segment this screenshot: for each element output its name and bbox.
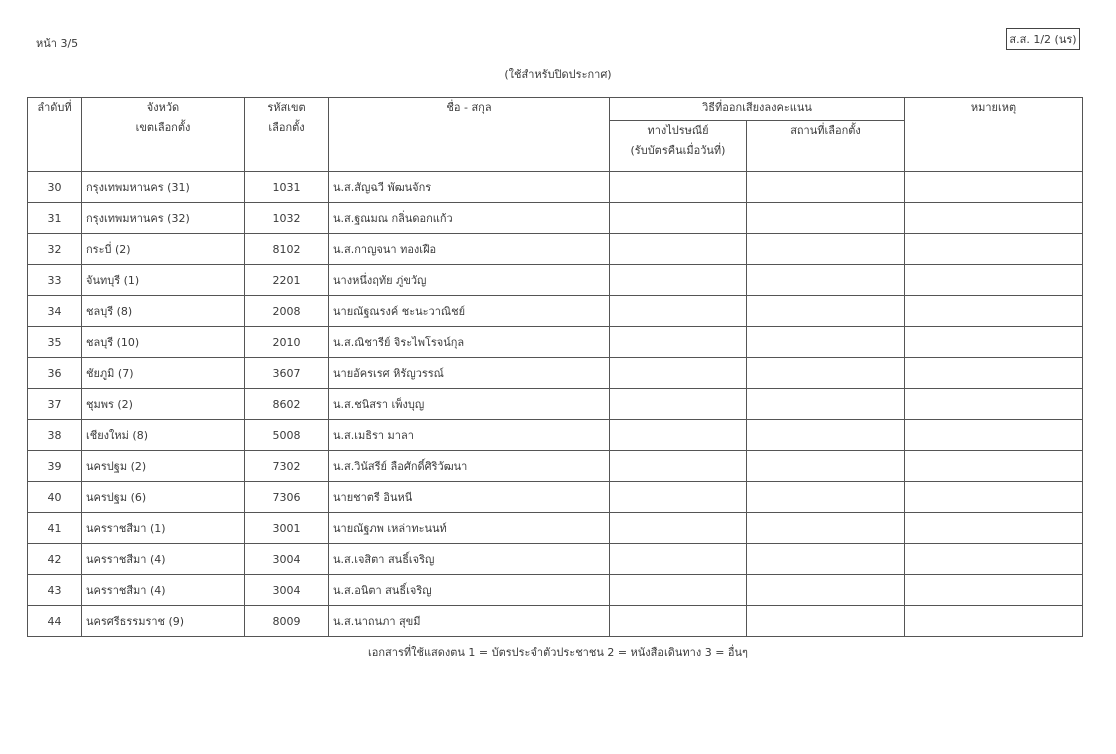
- cell-district-code: 2010: [245, 327, 329, 358]
- cell-seq: 31: [28, 203, 82, 234]
- cell-seq: 43: [28, 575, 82, 606]
- header-district-code: รหัสเขต เลือกตั้ง: [245, 98, 329, 172]
- cell-seq: 42: [28, 544, 82, 575]
- document-type-note: เอกสารที่ใช้แสดงตน 1 = บัตรประจำตัวประชาชน 2 = หนังสือเดินทาง 3 = อื่นๆ: [368, 646, 748, 659]
- cell-district-code: 3607: [245, 358, 329, 389]
- table-row: [28, 513, 1083, 544]
- table-row: [28, 575, 1083, 606]
- cell-name: น.ส.กาญจนา ทองเฝือ: [329, 234, 610, 265]
- cell-district: นครปฐม (2): [82, 451, 245, 482]
- cell-district: ชลบุรี (8): [82, 296, 245, 327]
- table-row: [28, 420, 1083, 451]
- cell-seq: 39: [28, 451, 82, 482]
- cell-district-code: 7302: [245, 451, 329, 482]
- cell-name: นายณัฐณรงค์ ชะนะวาณิชย์: [329, 296, 610, 327]
- cell-postal: [610, 358, 747, 389]
- cell-postal: [610, 172, 747, 203]
- cell-polling-place: [747, 575, 905, 606]
- cell-postal: [610, 389, 747, 420]
- form-code-box: ส.ส. 1/2 (นร): [1006, 28, 1080, 50]
- cell-postal: [610, 544, 747, 575]
- table-row: [28, 203, 1083, 234]
- cell-name: น.ส.อนิตา สนธิ์เจริญ: [329, 575, 610, 606]
- cell-district-code: 3004: [245, 544, 329, 575]
- cell-name: น.ส.เมธิรา มาลา: [329, 420, 610, 451]
- table-row: [28, 327, 1083, 358]
- cell-seq: 41: [28, 513, 82, 544]
- cell-polling-place: [747, 389, 905, 420]
- cell-remark: [905, 513, 1083, 544]
- cell-name: นายชาตรี อินหนี: [329, 482, 610, 513]
- cell-name: น.ส.ณิชารีย์ จิระไพโรจน์กุล: [329, 327, 610, 358]
- cell-postal: [610, 327, 747, 358]
- cell-postal: [610, 451, 747, 482]
- table-row: [28, 451, 1083, 482]
- table-row: [28, 544, 1083, 575]
- cell-postal: [610, 296, 747, 327]
- cell-remark: [905, 234, 1083, 265]
- table-row: [28, 234, 1083, 265]
- cell-polling-place: [747, 265, 905, 296]
- cell-postal: [610, 234, 747, 265]
- cell-remark: [905, 482, 1083, 513]
- cell-polling-place: [747, 482, 905, 513]
- cell-remark: [905, 327, 1083, 358]
- cell-name: น.ส.เจสิตา สนธิ์เจริญ: [329, 544, 610, 575]
- cell-district-code: 3001: [245, 513, 329, 544]
- cell-remark: [905, 358, 1083, 389]
- cell-seq: 36: [28, 358, 82, 389]
- cell-district: นครศรีธรรมราช (9): [82, 606, 245, 637]
- table-header-row: [28, 98, 1083, 121]
- cell-remark: [905, 544, 1083, 575]
- cell-polling-place: [747, 513, 905, 544]
- cell-district: กระบี่ (2): [82, 234, 245, 265]
- document-subtitle: (ใช้สำหรับปิดประกาศ): [504, 68, 612, 81]
- header-voting-method: วิธีที่ออกเสียงลงคะแนน: [610, 98, 905, 121]
- cell-district: นครปฐม (6): [82, 482, 245, 513]
- cell-district: จันทบุรี (1): [82, 265, 245, 296]
- cell-postal: [610, 420, 747, 451]
- cell-remark: [905, 420, 1083, 451]
- cell-seq: 33: [28, 265, 82, 296]
- cell-postal: [610, 265, 747, 296]
- cell-polling-place: [747, 203, 905, 234]
- cell-seq: 34: [28, 296, 82, 327]
- header-postal: ทางไปรษณีย์ (รับบัตรคืนเมื่อวันที่): [610, 121, 747, 172]
- cell-polling-place: [747, 606, 905, 637]
- cell-district: กรุงเทพมหานคร (32): [82, 203, 245, 234]
- cell-district-code: 1031: [245, 172, 329, 203]
- cell-district: นครราชสีมา (4): [82, 575, 245, 606]
- voter-list-table: [27, 97, 1083, 637]
- cell-name: น.ส.นาถนภา สุขมี: [329, 606, 610, 637]
- cell-remark: [905, 172, 1083, 203]
- table-row: [28, 389, 1083, 420]
- cell-name: น.ส.ฐณมณ กลิ่นดอกแก้ว: [329, 203, 610, 234]
- cell-district-code: 8009: [245, 606, 329, 637]
- table-row: [28, 172, 1083, 203]
- cell-polling-place: [747, 296, 905, 327]
- cell-district: ชุมพร (2): [82, 389, 245, 420]
- page-number: หน้า 3/5: [36, 37, 79, 50]
- table-row: [28, 606, 1083, 637]
- cell-district-code: 5008: [245, 420, 329, 451]
- cell-district: เชียงใหม่ (8): [82, 420, 245, 451]
- table-row: [28, 358, 1083, 389]
- table-row: [28, 265, 1083, 296]
- cell-district: นครราชสีมา (1): [82, 513, 245, 544]
- table-row: [28, 482, 1083, 513]
- cell-district: กรุงเทพมหานคร (31): [82, 172, 245, 203]
- cell-seq: 35: [28, 327, 82, 358]
- cell-polling-place: [747, 358, 905, 389]
- cell-remark: [905, 296, 1083, 327]
- cell-polling-place: [747, 327, 905, 358]
- cell-polling-place: [747, 172, 905, 203]
- cell-district-code: 7306: [245, 482, 329, 513]
- cell-district-code: 8102: [245, 234, 329, 265]
- cell-seq: 40: [28, 482, 82, 513]
- table-row: [28, 296, 1083, 327]
- cell-name: น.ส.ชนิสรา เพ็งบุญ: [329, 389, 610, 420]
- header-polling-place: สถานที่เลือกตั้ง: [747, 121, 905, 172]
- cell-polling-place: [747, 234, 905, 265]
- cell-postal: [610, 513, 747, 544]
- cell-seq: 44: [28, 606, 82, 637]
- cell-name: นายณัฐภพ เหล่าทะนนท์: [329, 513, 610, 544]
- cell-remark: [905, 575, 1083, 606]
- cell-remark: [905, 606, 1083, 637]
- cell-remark: [905, 451, 1083, 482]
- header-name: ชื่อ - สกุล: [329, 98, 610, 172]
- cell-district-code: 8602: [245, 389, 329, 420]
- cell-polling-place: [747, 420, 905, 451]
- cell-district-code: 1032: [245, 203, 329, 234]
- cell-name: นายอัครเรศ หิรัญวรรณ์: [329, 358, 610, 389]
- cell-district-code: 2201: [245, 265, 329, 296]
- cell-polling-place: [747, 544, 905, 575]
- cell-seq: 37: [28, 389, 82, 420]
- cell-postal: [610, 606, 747, 637]
- header-province-district: จังหวัด เขตเลือกตั้ง: [82, 98, 245, 172]
- cell-district: นครราชสีมา (4): [82, 544, 245, 575]
- cell-seq: 32: [28, 234, 82, 265]
- cell-postal: [610, 203, 747, 234]
- cell-district-code: 3004: [245, 575, 329, 606]
- cell-remark: [905, 389, 1083, 420]
- cell-district: ชัยภูมิ (7): [82, 358, 245, 389]
- cell-name: น.ส.วินัสรีย์ ลือศักดิ์ศิริวัฒนา: [329, 451, 610, 482]
- table-body: [28, 172, 1083, 637]
- cell-name: นางหนึ่งฤทัย ภู่ขวัญ: [329, 265, 610, 296]
- cell-district-code: 2008: [245, 296, 329, 327]
- cell-remark: [905, 265, 1083, 296]
- cell-district: ชลบุรี (10): [82, 327, 245, 358]
- cell-polling-place: [747, 451, 905, 482]
- cell-remark: [905, 203, 1083, 234]
- cell-name: น.ส.สัญฉวี พัฒนจักร: [329, 172, 610, 203]
- cell-seq: 30: [28, 172, 82, 203]
- cell-postal: [610, 575, 747, 606]
- cell-seq: 38: [28, 420, 82, 451]
- header-remark: หมายเหตุ: [905, 98, 1083, 172]
- cell-postal: [610, 482, 747, 513]
- header-seq: ลำดับที่: [28, 98, 82, 172]
